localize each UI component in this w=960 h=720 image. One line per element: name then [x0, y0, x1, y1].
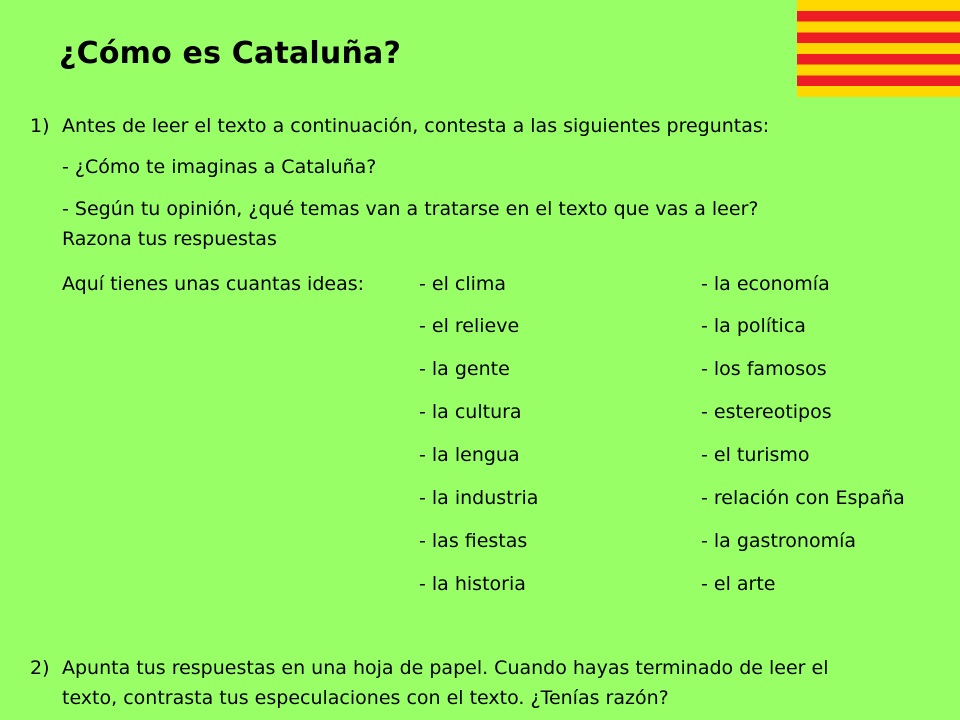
question-1-sub-2-line-1: - Según tu opinión, ¿qué temas van a tratarse en el texto que vas a leer? — [62, 198, 759, 220]
idea-item: - el relieve — [419, 315, 520, 337]
question-1-sub-1: - ¿Cómo te imaginas a Cataluña? — [62, 156, 377, 178]
question-2-number: 2) — [30, 657, 50, 679]
page-title: ¿Cómo es Cataluña? — [59, 36, 402, 71]
idea-item: - la cultura — [419, 401, 522, 423]
question-2-line-1: Apunta tus respuestas en una hoja de papel. Cuando hayas terminado de leer el — [62, 657, 829, 679]
idea-item: - la industria — [419, 487, 539, 509]
idea-item: - los famosos — [701, 358, 827, 380]
question-1-text: Antes de leer el texto a continuación, contesta a las siguientes preguntas: — [62, 115, 770, 137]
idea-item: - estereotipos — [701, 401, 832, 423]
idea-item: - la gente — [419, 358, 510, 380]
idea-item: - el clima — [419, 273, 507, 295]
idea-item: - el turismo — [701, 444, 810, 466]
question-1-number: 1) — [30, 115, 50, 137]
question-2-line-2: texto, contrasta tus especulaciones con el texto. ¿Tenías razón? — [62, 687, 669, 709]
ideas-intro: Aquí tienes unas cuantas ideas: — [62, 273, 365, 295]
idea-item: - la política — [701, 315, 806, 337]
catalan-flag-icon — [797, 0, 960, 97]
idea-item: - las fiestas — [419, 530, 528, 552]
idea-item: - el arte — [701, 573, 776, 595]
idea-item: - la historia — [419, 573, 526, 595]
idea-item: - la lengua — [419, 444, 520, 466]
idea-item: - la economía — [701, 273, 830, 295]
idea-item: - la gastronomía — [701, 530, 857, 552]
question-1-sub-2-line-2: Razona tus respuestas — [62, 228, 277, 250]
idea-item: - relación con España — [701, 487, 905, 509]
